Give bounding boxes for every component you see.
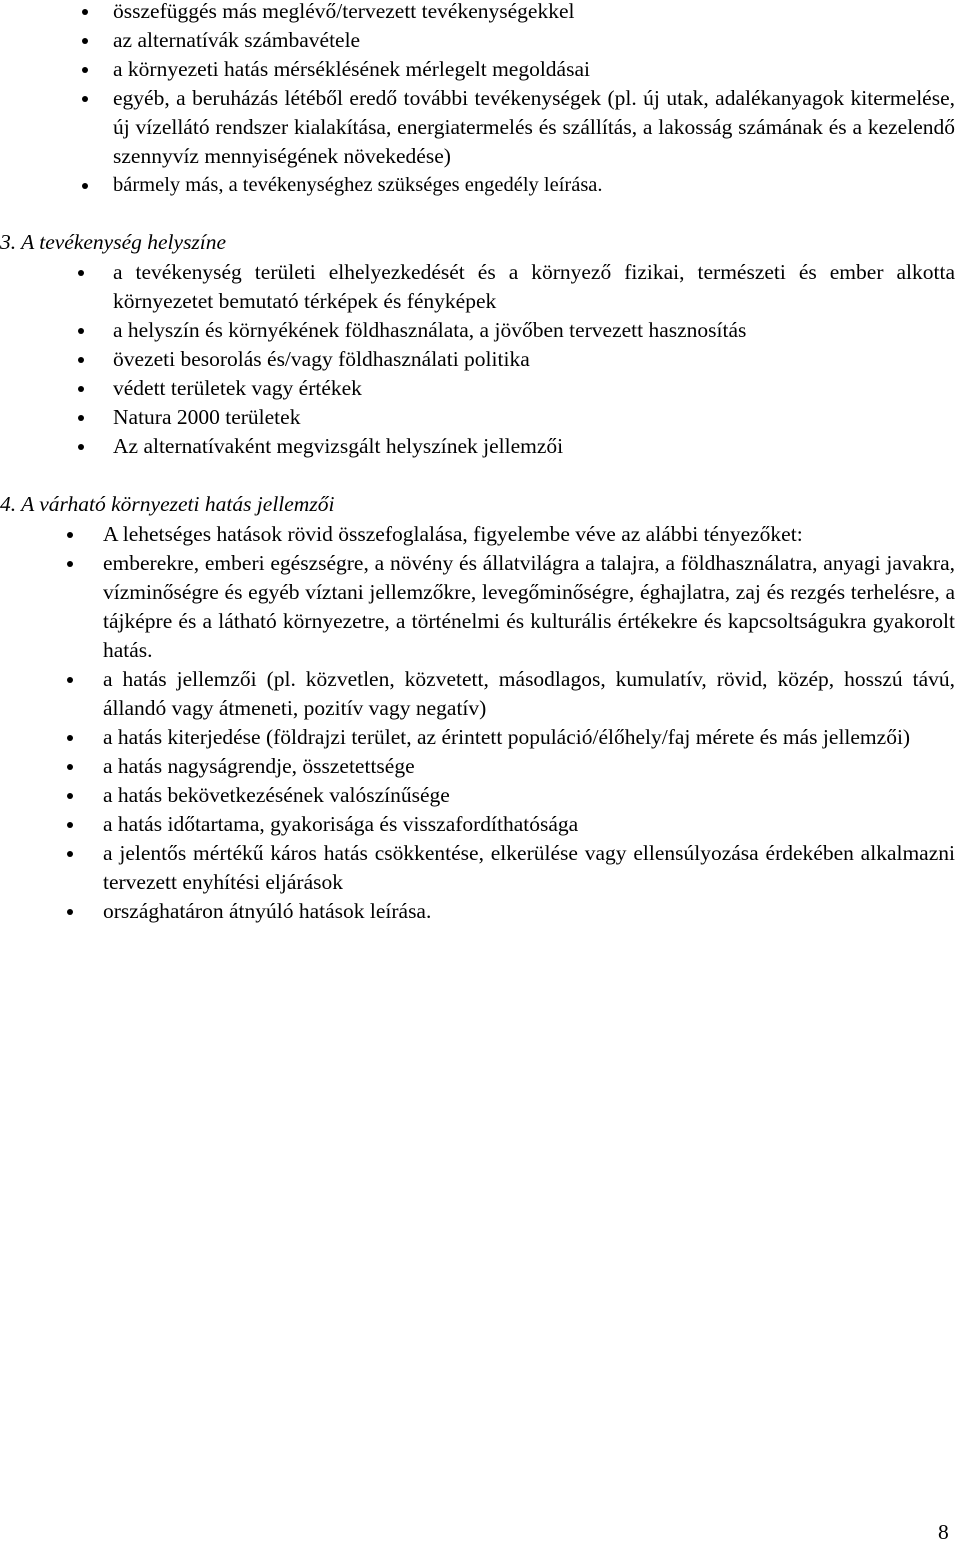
list-item: a tevékenység területi elhelyezkedését és a környező fizikai, természeti és ember alkotta környezetet bemutató térképek és fényképek (113, 258, 955, 316)
list-item: emberekre, emberi egészségre, a növény és állatvilágra a talajra, a földhasználatra, anyagi javakra, vízminőségre és egyéb víztani jellemzőkre, levegőminőségre, éghajlatra, zaj és rezgés terhelésre, a tájképre és a látható környezetre, a történelmi és kulturális értékekre és kapcsoltságukra gyakorolt hatás. (103, 549, 955, 665)
list-item: övezeti besorolás és/vagy földhasználati politika (113, 345, 955, 374)
section-number: 4. (0, 492, 17, 516)
list-item: a hatás időtartama, gyakorisága és visszafordíthatósága (103, 810, 955, 839)
bullet-list-section-4 (103, 520, 955, 926)
page-number: 8 (938, 1520, 949, 1544)
list-item: egyéb, a beruházás létéből eredő további tevékenységek (pl. új utak, adalékanyagok kitermelése, új vízellátó rendszer kialakítása, energiatermelés és szállítás, a lakosság számának és a kezelendő szennyvíz mennyiségének növekedése) (113, 84, 955, 171)
section-title: A várható környezeti hatás jellemzői (21, 492, 335, 516)
list-item: a hatás nagyságrendje, összetettsége (103, 752, 955, 781)
list-item: összefüggés más meglévő/tervezett tevékenységekkel (113, 0, 955, 26)
section-title: A tevékenység helyszíne (21, 230, 227, 254)
list-item: a hatás bekövetkezésének valószínűsége (103, 781, 955, 810)
list-item: a hatás kiterjedése (földrajzi terület, az érintett populáció/élőhely/faj mérete és más jellemzői) (103, 723, 955, 752)
bullet-list-previous-section (113, 0, 955, 200)
list-item: Az alternatívaként megvizsgált helyszínek jellemzői (113, 432, 955, 461)
list-item: a jelentős mértékű káros hatás csökkentése, elkerülése vagy ellensúlyozása érdekében alkalmazni tervezett enyhítési eljárások (103, 839, 955, 897)
list-item: a környezeti hatás mérséklésének mérlegelt megoldásai (113, 55, 955, 84)
section-heading-4 (0, 490, 334, 519)
list-item: a hatás jellemzői (pl. közvetlen, közvetett, másodlagos, kumulatív, rövid, közép, hosszú távú, állandó vagy átmeneti, pozitív vagy negatív) (103, 665, 955, 723)
list-item: országhatáron átnyúló hatások leírása. (103, 897, 955, 926)
list-item: A lehetséges hatások rövid összefoglalása, figyelembe véve az alábbi tényezőket: (103, 520, 955, 549)
list-item: bármely más, a tevékenységhez szükséges engedély leírása. (113, 171, 955, 200)
section-heading-3 (0, 228, 226, 257)
list-item: az alternatívák számbavétele (113, 26, 955, 55)
list-item: a helyszín és környékének földhasználata, a jövőben tervezett hasznosítás (113, 316, 955, 345)
bullet-list-section-3 (113, 258, 955, 461)
list-item: Natura 2000 területek (113, 403, 955, 432)
section-number: 3. (0, 230, 17, 254)
list-item: védett területek vagy értékek (113, 374, 955, 403)
